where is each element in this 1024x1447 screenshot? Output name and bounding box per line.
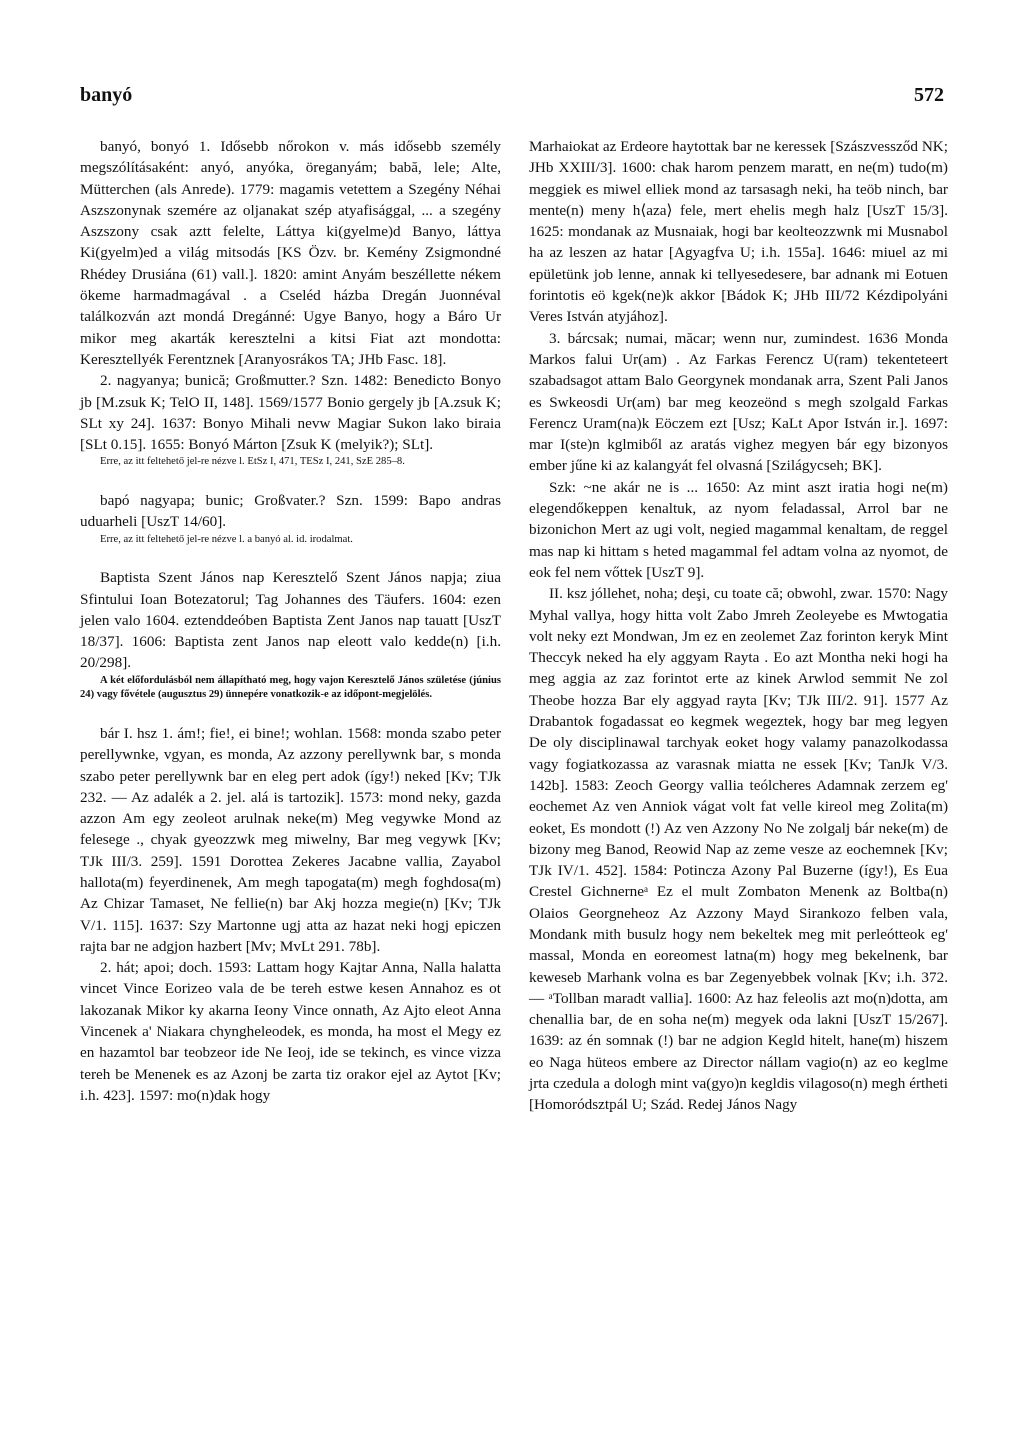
entry-baptista-szent-janos-nap: Baptista Szent János nap Keresztelő Szent János napja; ziua Sfintului Ioan Botezatorul; Tag Johannes des Täufers. 1604: ezen jelen valo 1604. eztenddeóben Baptista Zent Janos nap tauatt [UszT 18/37]. 1606: Baptista zent Janos nap eleott valo kedde(n) [i.h. 20/298]. bbox=[80, 569, 501, 672]
entry-banyo-sense-1: banyó, bonyó 1. Idősebb nőrokon v. más idősebb személy megszólításaként: anyó, anyóka, öreganyám; babă, lele; Alte, Mütterchen (als Anrede). 1779: magamis vetettem a Szegény Néhai Aszszonynak szemére az oljanakat szép atyafisággal, ... a szegény Aszszony csak aztt felelte, Láttya ki(gyelme)d Banyo, láttya Ki(gyelm)ed a világ mitsodás [KS Özv. br. Kemény Zsigmondné Rhédey Drusiána (61) vall.]. 1820: amint Anyám beszéllette nékem ökeme harmadmagával . a Cseléd házba Dregán Juonnéval találkozván azt mondá Dregánné: Ugye Banyo, hogy a Báro Ur mikor meg akarták keresztelni a kitsi Fiat azt mondotta: Keresztellyék Ferentznek [Aranyosrákos TA; JHb Fasc. 18]. bbox=[80, 138, 501, 368]
running-head bbox=[80, 84, 944, 114]
entry-bar-phrase: Szk: ~ne akár ne is ... 1650: Az mint aszt iratia hogi ne(m) elegendőkeppen kenaltuk, az nyom feladassal, Arrol bar ne bizonichon Mert az ugi volt, negied magammal kenaltam, de reggel mas nap ki hittam s heted magammal fel adtam volna az nyomot, de eok fel nem vőttek [UszT 9]. bbox=[529, 478, 948, 581]
entry-bapo-note: Erre, az itt feltehető jel-re nézve l. a banyó al. id. irodalmat. bbox=[100, 533, 353, 545]
entry-bar-sense-3: 3. bárcsak; numai, măcar; wenn nur, zumindest. 1636 Monda Markos falui Ur(am) . Az Farkas Ferencz U(ram) tekenteteert szabadsagot attam Balo Georgynek mondanak arra, Szent Pali Janos es Swkeosdi Ur(am) bar meg keozeönd s megh szolgald Farkas Ferencz Uram(na)k Eöczem ezt [Usz; KaLt Apor István ir.]. 1697: mar I(ste)n kglmiből az aratás vighez megyen bár egy bizonyos ember jűne ki az kalangyát fel olvasná [Szilágycseh; BK]. bbox=[529, 329, 948, 475]
entry-banyo-sense-2: 2. nagyanya; bunică; Großmutter.? Szn. 1482: Benedicto Bonyo jb [M.zsuk K; TelO II, 148]. 1569/1577 Bonio gergely jb [A.zsuk K; SLt xy 24]. 1637: Bonyo Mihali nevw Magiar Sukon lako biraia [SLt 0.15]. 1655: Bonyó Márton [Zsuk K (melyik?); SLt]. bbox=[80, 372, 501, 454]
entry-separator bbox=[80, 703, 501, 723]
entry-bar-sense-II: II. ksz jóllehet, noha; deşi, cu toate că; obwohl, zwar. 1570: Nagy Myhal vallya, hogy hitta volt Zabo Jmreh Zeoleyebe es Mwtogatia volt neky ezt Mondwan, Jm ez en zeolemet Zaz forinton keryk Mint Theccyk neked ha ely aggyam Rayta . Eo azt Montha neki hogi ha meg aggia az zaz forintot erte az kinek Arwlod semmit Ne zol Theobe hozza Bar ely aggyad rayta [Kv; TJk III/2. 91]. 1577 Az Drabantok fogadassat eo kegmek wegeztek, hogy bar meg legyen De oly disciplinawal tarchyak eoket hogy valamy panazolkodassa vagy fogiatkozassa az varasnak miatta ne essek [Kv; TanJk V/3. 142b]. 1583: Zeoch Georgy vallia teólcheres Adamnak zerzem eg' eochemet Az ven Anniok vágat volt fat velle kireol meg Zolita(m) eoket, Es mondott (!) Az ven Azzony No Ne zolgalj bár neke(m) de bizony meg Banod, Reowid Nap az zeme vesze az eochemnek [Kv; TJk IV/1. 452]. 1584: Potincza Azony Pal Buzerne (így!), Es Eua Crestel Gichnerneᵃ Ez el mult Zombaton Menenk az Boltba(n) Olaios Georgneheoz Az Azzony Mayd Sirankozo felben vala, Mondank mith busulz hogy nem bekeltek meg mit perleótteok eg' massal, Monda en eoreomest latna(m) hogy meg bekelnenk, bar keweseb Marhank volna es bar Zegenyebbek volnak [Kv; i.h. 372. — ᵃTollban maradt vallia]. 1600: Az haz feleolis azt mo(n)dotta, am chenallia bar, de en soha ne(m) megyek oda lakni [UszT 15/267]. 1639: az én somnak (!) bar ne adgion Kegld hitelt, hane(m) hiszem eo Naga hüteos embere az Director nállam vagio(n) az eo keglme jrta czedula a dologh mint va(gyo)n kegldis vilagoso(n) megh értheti [Homoródsztpál U; Szád. Redej János Nagy bbox=[529, 585, 948, 1114]
entry-bar-sense-1: bár I. hsz 1. ám!; fie!, ei bine!; wohlan. 1568: monda szabo peter perellywnke, vgyan, es monda, Az azzony perellywnk bar, s monda szabo peter perellywnk bar en eleg pert adok (így!) neked [Kv; TJk 232. — Az adalék a 2. jel. alá is tartozik]. 1573: mond neky, gazda azzon Am egy zeoleot arulnak neke(m) Meg vegywke Mond az felesege ., chyak gyeozzwk meg miwelny, Bar meg vegywk [Kv; TJk III/3. 259]. 1591 Dorottea Zekeres Jacabne vallia, Zayabol hallota(m) feyerdinenek, Am megh tapogata(m) megh foghdosa(m) Az Chizar Tamaset, Ne fellie(n) bar Akj hozza megie(n) [Kv; TJk V/1. 115]. 1637: Szy Martonne ugj atta az hazat neki hogj epiczen rajta bar ne adgjon hazbert [Mv; MvLt 291. 78b]. bbox=[80, 724, 501, 955]
left-column bbox=[80, 136, 501, 1106]
entry-baptista-note: A két előfordulásból nem állapítható meg, hogy vajon Keresztelő János születése (június 24) vagy fővétele (augusztus 29) ünnepére vonatkozik-e az időpont-megjelölés. bbox=[80, 674, 501, 701]
entry-separator bbox=[80, 470, 501, 490]
page-number: 572 bbox=[914, 84, 944, 106]
entry-bar-sense-2-continued: Marhaiokat az Erdeore haytottak bar ne keressek [Szászvessződ NK; JHb XXIII/3]. 1600: chak harom penzem maratt, en ne(m) tudo(m) meggiek es miwel elliek mond az tarsasagh neki, ha teöb ninch, bar mente(n) meny h⟨aza⟩ fele, mert ehelis megh halz [UszT 15/3]. 1625: mondanak az Musnaiak, hogi bar keolteozzwnk mi Musnabol ha az leszen az hatar [Agyagfva U; i.h. 155a]. 1646: miuel az mi epületünk job lenne, annak ki tellyesedesere, bar adnank mi Eotuen forintotis eö kgek(ne)k akkor [Bádok K; JHb III/72 Kézdipolyáni Veres István atyjához]. bbox=[529, 138, 948, 326]
headword-running-title: banyó bbox=[80, 84, 133, 106]
entry-bar-sense-2: 2. hát; apoi; doch. 1593: Lattam hogy Kajtar Anna, Nalla halatta vincet Vince Eorizeo vala de be tereh estwe kesen Annahoz es ot lakozanak Mikor ky akarna Ieony Vince onnath, Az Ajto eleot Anna Vincenek a' Niakara chyngheleodek, es monda, ha most el Megy ez en hazamtol bar teobzeor ide Ne Ieoj, ide se tekinch, es vince vizza tereh be Menenek es az Azonj be zarta tiz orakor ejel az Aytot [Kv; i.h. 423]. 1597: mo(n)dak hogy bbox=[80, 959, 501, 1104]
right-column bbox=[529, 136, 948, 1116]
entry-bapo: bapó nagyapa; bunic; Großvater.? Szn. 1599: Bapo andras uduarheli [UszT 14/60]. bbox=[80, 492, 501, 531]
entry-separator bbox=[80, 547, 501, 567]
entry-banyo-note: Erre, az itt feltehető jel-re nézve l. EtSz I, 471, TESz I, 241, SzE 285–8. bbox=[100, 456, 405, 468]
